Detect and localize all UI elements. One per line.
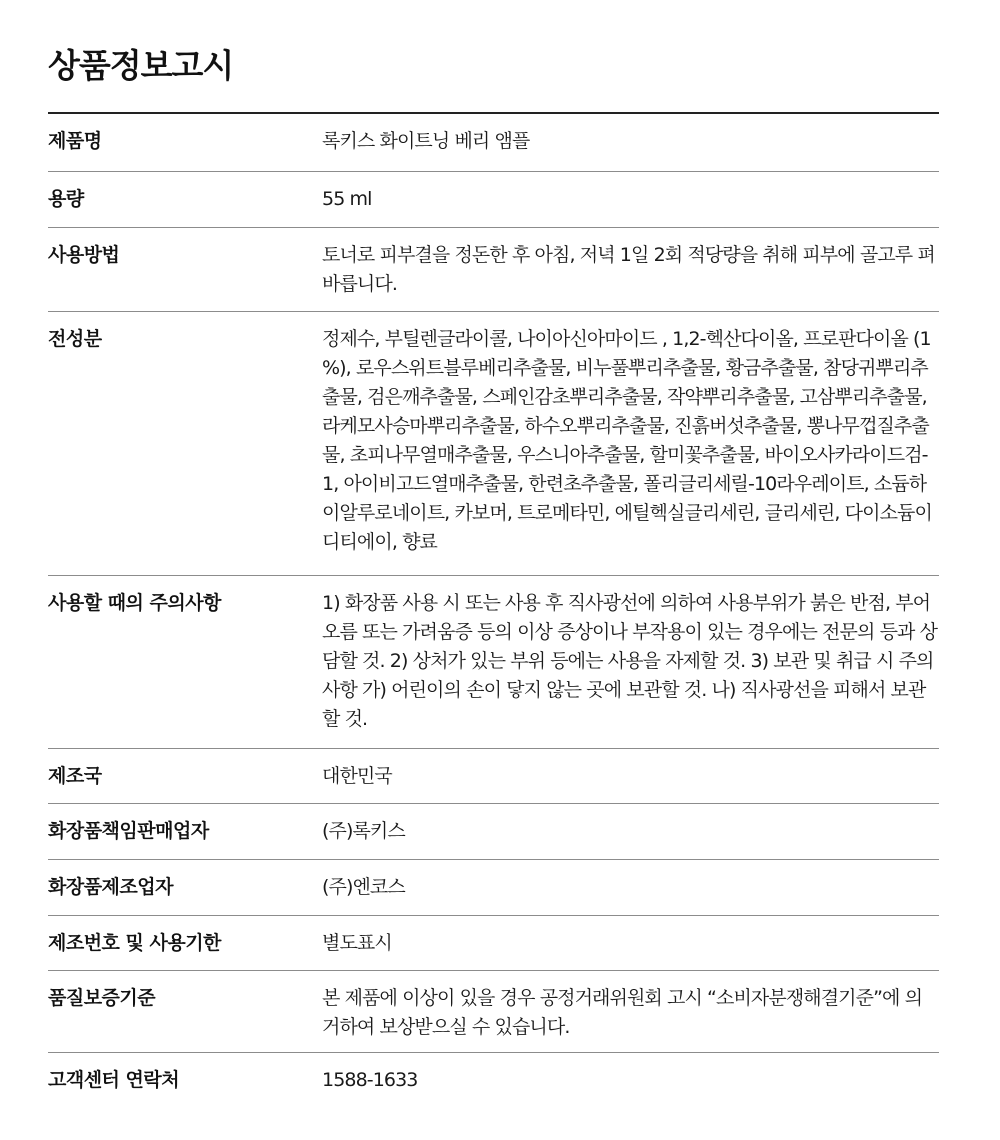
row-volume [48, 172, 939, 228]
row-country-of-manufacture [48, 749, 939, 804]
page-title: 상품정보고시 [48, 46, 234, 85]
row-value: 대한민국 [322, 765, 392, 787]
row-quality-warranty [48, 971, 939, 1053]
row-label: 제조국 [48, 765, 102, 787]
row-value: (주)엔코스 [322, 876, 405, 898]
row-label: 품질보증기준 [48, 987, 156, 1009]
row-label: 화장품제조업자 [48, 876, 173, 898]
row-value: 1588-1633 [322, 1069, 418, 1091]
row-manufacturer [48, 860, 939, 916]
row-label: 전성분 [48, 328, 102, 350]
row-value: 55 ml [322, 188, 372, 210]
row-ingredients [48, 312, 939, 576]
product-info-table [48, 112, 939, 1109]
row-label: 사용방법 [48, 244, 120, 266]
row-precautions [48, 576, 939, 749]
row-value: 별도표시 [322, 932, 392, 954]
row-customer-center [48, 1053, 939, 1109]
row-product-name [48, 114, 939, 172]
row-value: 본 제품에 이상이 있을 경우 공정거래위원회 고시 “소비자분쟁해결기준”에 의거하여 보상받으실 수 있습니다. [322, 987, 923, 1038]
row-label: 화장품책임판매업자 [48, 820, 209, 842]
row-value: 토너로 피부결을 정돈한 후 아침, 저녁 1일 2회 적당량을 취해 피부에 골고루 펴 바릅니다. [322, 244, 935, 295]
row-value: 정제수, 부틸렌글라이콜, 나이아신아마이드 , 1,2-헥산다이올, 프로판다이올 (1 %), 로우스위트블루베리추출물, 비누풀뿌리추출물, 황금추출물, 참당귀뿌리추출물, 검은깨추출물, 스페인감초뿌리추출물, 작약뿌리추출물, 고삼뿌리추출물, 라케모사승마뿌리추출물, 하수오뿌리추출물, 진흙버섯추출물, 뽕나무껍질추출물, 초피나무열매추출물, 우스니아추출물, 할미꽃추출물, 바이오사카라이드검-1, 아이비고드열매추출물, 한련초추출물, 폴리글리세릴-10라우레이트, 소듐하이알루로네이트, 카보머, 트로메타민, 에틸헥실글리세린, 글리세린, 다이소듐이디티에이, 향료 [322, 328, 932, 553]
row-value: 록키스 화이트닝 베리 앰플 [322, 130, 530, 152]
row-lot-and-expiry [48, 916, 939, 971]
row-label: 고객센터 연락처 [48, 1069, 180, 1091]
row-value: 1) 화장품 사용 시 또는 사용 후 직사광선에 의하여 사용부위가 붉은 반점, 부어오름 또는 가려움증 등의 이상 증상이나 부작용이 있는 경우에는 전문의 등과 상담할 것. 2) 상처가 있는 부위 등에는 사용을 자제할 것. 3) 보관 및 취급 시 주의사항 가) 어린이의 손이 닿지 않는 곳에 보관할 것. 나) 직사광선을 피해서 보관할 것. [322, 592, 938, 730]
row-label: 용량 [48, 188, 84, 210]
row-label: 사용할 때의 주의사항 [48, 592, 221, 614]
row-responsible-seller [48, 804, 939, 860]
row-label: 제품명 [48, 130, 102, 152]
row-value: (주)록키스 [322, 820, 405, 842]
row-label: 제조번호 및 사용기한 [48, 932, 221, 954]
row-usage-method [48, 228, 939, 312]
